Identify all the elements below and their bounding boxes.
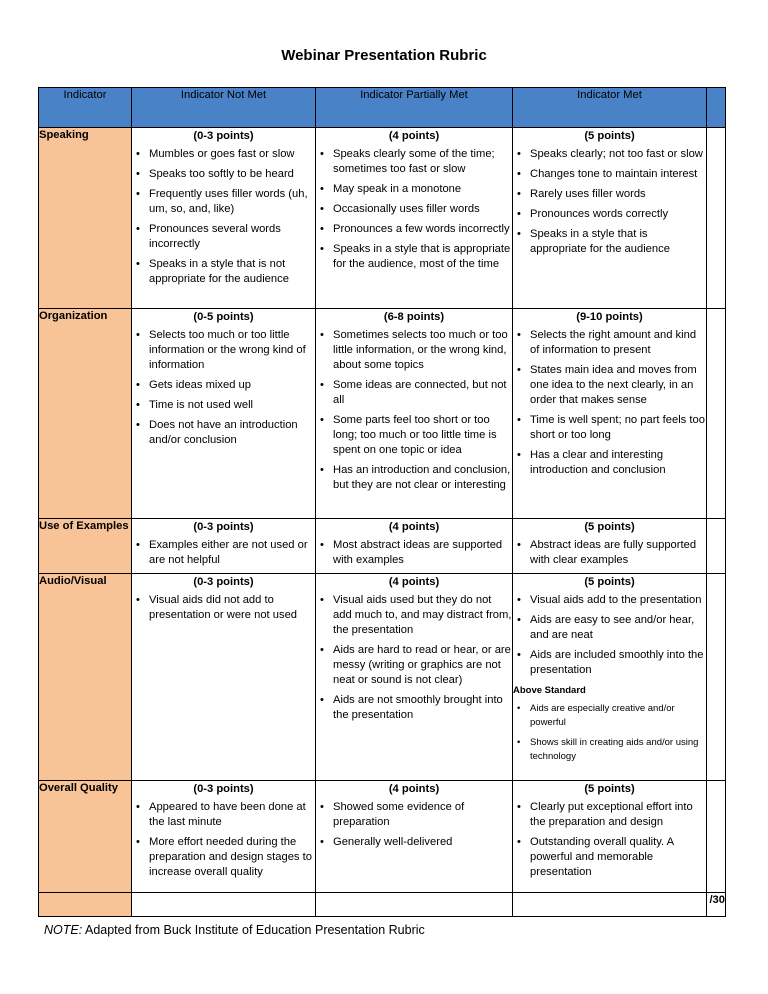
criteria-item: • Aids are included smoothly into the presentation [530, 648, 706, 678]
criteria-list [513, 147, 706, 257]
criteria-cell [513, 574, 707, 781]
criteria-item: • Gets ideas mixed up [149, 378, 315, 393]
criteria-item: • Mumbles or goes fast or slow [149, 147, 315, 162]
criteria-item: • Aids are hard to read or hear, or are messy (writing or graphics are not neat or sound is not clear) [333, 643, 512, 688]
criteria-item: • Has an introduction and conclusion, but they are not clear or interesting [333, 463, 512, 493]
criteria-item: • Pronounces words correctly [530, 207, 706, 222]
criteria-list [132, 328, 315, 448]
criteria-cell [316, 781, 513, 893]
header-met: Indicator Met [513, 88, 707, 128]
indicator-name: Speaking [39, 128, 132, 309]
criteria-item: • Time is well spent; no part feels too short or too long [530, 413, 706, 443]
points-range: (4 points) [388, 576, 440, 588]
header-score [707, 88, 726, 128]
criteria-list [316, 147, 512, 272]
criteria-list [132, 593, 315, 623]
criteria-cell [513, 519, 707, 574]
score-cell [707, 309, 726, 519]
criteria-list [513, 800, 706, 880]
criteria-list [513, 328, 706, 478]
score-cell [707, 128, 726, 309]
criteria-item: • Most abstract ideas are supported with examples [333, 538, 512, 568]
criteria-item: • Aids are not smoothly brought into the presentation [333, 693, 512, 723]
header-not-met: Indicator Not Met [132, 88, 316, 128]
criteria-item: • Outstanding overall quality. A powerful and memorable presentation [530, 835, 706, 880]
criteria-cell [132, 519, 316, 574]
criteria-item: • Visual aids add to the presentation [530, 593, 706, 608]
criteria-item: • Sometimes selects too much or too little information, or the wrong kind, about some topics [333, 328, 512, 373]
criteria-cell [316, 128, 513, 309]
criteria-item: • Selects too much or too little information or the wrong kind of information [149, 328, 315, 373]
indicator-name: Audio/Visual [39, 574, 132, 781]
above-standard-item: • Aids are especially creative and/or powerful [530, 702, 706, 730]
points-range: (0-3 points) [193, 783, 254, 795]
header-partially-met: Indicator Partially Met [316, 88, 513, 128]
points-range: (5 points) [584, 130, 635, 142]
criteria-item: • Abstract ideas are fully supported with clear examples [530, 538, 706, 568]
criteria-item: • Has a clear and interesting introduction and conclusion [530, 448, 706, 478]
criteria-item: • Does not have an introduction and/or conclusion [149, 418, 315, 448]
document-title: Webinar Presentation Rubric [281, 47, 487, 64]
criteria-item: • States main idea and moves from one idea to the next clearly, in an order that makes sense [530, 363, 706, 408]
rubric-row [39, 781, 726, 893]
header-indicator: Indicator [39, 88, 132, 128]
criteria-cell [513, 128, 707, 309]
criteria-item: • Showed some evidence of preparation [333, 800, 512, 830]
criteria-cell [316, 519, 513, 574]
criteria-cell [513, 781, 707, 893]
rubric-body [39, 128, 726, 917]
rubric-table [38, 87, 726, 917]
total-row-cell [513, 893, 707, 917]
criteria-list [316, 593, 512, 723]
header-row [39, 88, 726, 128]
criteria-item: • Clearly put exceptional effort into the preparation and design [530, 800, 706, 830]
criteria-item: • Pronounces several words incorrectly [149, 222, 315, 252]
criteria-item: • Visual aids did not add to presentation or were not used [149, 593, 315, 623]
points-range: (0-5 points) [193, 311, 254, 323]
criteria-item: • Appeared to have been done at the last minute [149, 800, 315, 830]
points-range: (9-10 points) [576, 311, 643, 323]
total-row-cell [132, 893, 316, 917]
points-range: (0-3 points) [193, 521, 254, 533]
criteria-item: • Occasionally uses filler words [333, 202, 512, 217]
points-range: (6-8 points) [383, 311, 445, 323]
criteria-list [316, 800, 512, 850]
criteria-item: • Speaks in a style that is appropriate for the audience, most of the time [333, 242, 512, 272]
points-range: (5 points) [584, 576, 635, 588]
points-range: (4 points) [388, 783, 440, 795]
criteria-item: • Some ideas are connected, but not all [333, 378, 512, 408]
criteria-list [132, 538, 315, 568]
total-row-cell [39, 893, 132, 917]
criteria-list [316, 328, 512, 493]
rubric-row [39, 574, 726, 781]
criteria-list [513, 593, 706, 678]
criteria-item: • More effort needed during the preparation and design stages to increase overall quality [149, 835, 315, 880]
criteria-list [132, 800, 315, 880]
criteria-item: • Speaks clearly some of the time; sometimes too fast or slow [333, 147, 512, 177]
criteria-item: • May speak in a monotone [333, 182, 512, 197]
criteria-item: • Aids are easy to see and/or hear, and are neat [530, 613, 706, 643]
criteria-item: • Speaks clearly; not too fast or slow [530, 147, 706, 162]
criteria-item: • Rarely uses filler words [530, 187, 706, 202]
indicator-name: Use of Examples [39, 519, 132, 574]
criteria-cell [132, 309, 316, 519]
criteria-list [513, 538, 706, 568]
total-row-cell [316, 893, 513, 917]
criteria-list [316, 538, 512, 568]
criteria-cell [132, 781, 316, 893]
rubric-row [39, 309, 726, 519]
criteria-list [132, 147, 315, 287]
indicator-name: Overall Quality [39, 781, 132, 893]
points-range: (0-3 points) [193, 576, 254, 588]
indicator-name: Organization [39, 309, 132, 519]
above-standard-item: • Shows skill in creating aids and/or using technology [530, 736, 706, 764]
total-score: /30 [707, 893, 726, 917]
criteria-item: • Examples either are not used or are not helpful [149, 538, 315, 568]
criteria-cell [316, 309, 513, 519]
criteria-cell [132, 574, 316, 781]
criteria-item: • Pronounces a few words incorrectly [333, 222, 512, 237]
criteria-item: • Speaks in a style that is appropriate for the audience [530, 227, 706, 257]
points-range: (4 points) [388, 521, 440, 533]
criteria-item: • Time is not used well [149, 398, 315, 413]
criteria-item: • Speaks in a style that is not appropriate for the audience [149, 257, 315, 287]
points-range: (4 points) [388, 130, 440, 142]
criteria-item: • Speaks too softly to be heard [149, 167, 315, 182]
points-range: (0-3 points) [193, 130, 254, 142]
criteria-cell [132, 128, 316, 309]
criteria-cell [513, 309, 707, 519]
above-standard-heading: Above Standard [513, 685, 586, 696]
rubric-row [39, 128, 726, 309]
score-cell [707, 781, 726, 893]
score-cell [707, 519, 726, 574]
above-standard-list [513, 702, 706, 764]
criteria-item: • Visual aids used but they do not add much to, and may distract from, the presentation [333, 593, 512, 638]
points-range: (5 points) [584, 783, 635, 795]
criteria-item: • Selects the right amount and kind of information to present [530, 328, 706, 358]
criteria-item: • Changes tone to maintain interest [530, 167, 706, 182]
rubric-row [39, 519, 726, 574]
criteria-item: • Generally well-delivered [333, 835, 512, 850]
criteria-item: • Frequently uses filler words (uh, um, so, and, like) [149, 187, 315, 217]
note-text: Adapted from Buck Institute of Education Presentation Rubric [82, 923, 425, 937]
criteria-item: • Some parts feel too short or too long; too much or too little time is spent on one topic or idea [333, 413, 512, 458]
total-row [39, 893, 726, 917]
points-range: (5 points) [584, 521, 635, 533]
note-label: NOTE: [44, 923, 83, 937]
criteria-cell [316, 574, 513, 781]
footnote [44, 923, 425, 937]
score-cell [707, 574, 726, 781]
